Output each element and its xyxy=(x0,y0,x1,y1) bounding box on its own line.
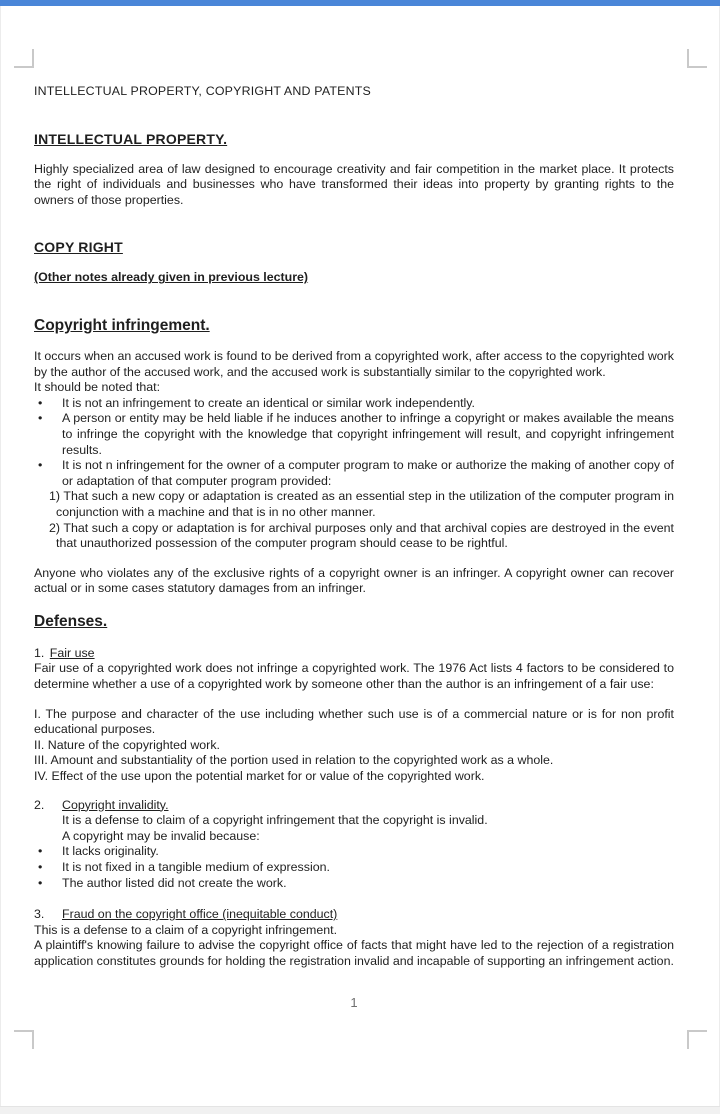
crop-mark-bottom-right xyxy=(687,1030,707,1049)
heading-defenses: Defenses. xyxy=(34,612,108,630)
crop-mark-top-left xyxy=(14,49,34,68)
defense-line-text: A copyright may be invalid because: xyxy=(62,828,260,843)
page-number: 1 xyxy=(350,994,358,1010)
list-item xyxy=(34,396,674,412)
list-item xyxy=(34,876,674,892)
defense-fair-use xyxy=(34,646,674,693)
fair-use-factors xyxy=(34,707,674,785)
document-content xyxy=(34,6,674,1010)
heading-intellectual-property: INTELLECTUAL PROPERTY. xyxy=(34,130,228,147)
defense-fraud-title-line xyxy=(34,907,674,923)
list-item-text: It is not an infringement to create an identical or similar work independently. xyxy=(62,395,476,410)
bullet-marker: • xyxy=(38,844,43,859)
factor-item: III. Amount and substantiality of the portion used in relation to the copyrighted work as a whole. xyxy=(34,753,554,768)
bullet-marker: • xyxy=(38,458,43,473)
document-title: INTELLECTUAL PROPERTY, COPYRIGHT AND PATENTS xyxy=(34,84,371,98)
defense-title: Copyright invalidity. xyxy=(62,797,169,812)
list-item-text: It is not fixed in a tangible medium of expression. xyxy=(62,860,330,874)
defense-invalidity-title-line xyxy=(34,798,674,814)
defense-fair-use-title-line xyxy=(34,646,674,662)
defense-fraud xyxy=(34,907,674,969)
sub-list-item: 2) That such a copy or adaptation is for archival purposes only and that archival copies are destroyed in the event that unauthorized possession of the computer program should cease to be rightful. xyxy=(49,520,674,551)
list-item-text: The author listed did not create the work. xyxy=(62,875,287,890)
list-item xyxy=(34,860,674,876)
defense-invalidity-line xyxy=(34,829,674,845)
bullet-marker: • xyxy=(38,395,43,410)
list-item xyxy=(34,458,674,489)
paragraph-infringement-body: It occurs when an accused work is found to be derived from a copyrighted work, after access to the copyrighted work by the author of the accused work, and the accused work is substantially similar to the copyrighted work. xyxy=(34,348,674,379)
factor-item: IV. Effect of the use upon the potential market for or value of the copyrighted work. xyxy=(34,769,485,784)
defense-title: Fair use xyxy=(49,645,95,660)
bullet-marker: • xyxy=(38,411,43,426)
defense-number: 1. xyxy=(34,645,45,660)
factor-item: II. Nature of the copyrighted work. xyxy=(34,737,220,752)
defense-invalidity-line xyxy=(34,813,674,829)
bullet-marker: • xyxy=(38,875,43,890)
defense-number: 3. xyxy=(34,907,45,922)
list-item-text: It is not n infringement for the owner of a computer program to make or authorize the making of another copy of or adaptation of that computer program provided: xyxy=(62,458,674,488)
heading-copyright: COPY RIGHT xyxy=(34,239,123,256)
list-item-text: A person or entity may be held liable if he induces another to infringe a copyright or makes available the means to infringe the copyright with the knowledge that copyright infringement will result, and copyright infringement results. xyxy=(62,411,674,457)
paragraph-infringer: Anyone who violates any of the exclusive rights of a copyright owner is an infringer. A copyright owner can recover actual or in some cases statutory damages from an infringer. xyxy=(34,565,674,596)
heading-copyright-infringement: Copyright infringement. xyxy=(34,316,210,334)
bullet-marker: • xyxy=(38,860,43,874)
bottom-bar xyxy=(0,1106,720,1114)
paragraph-infringement xyxy=(34,349,674,552)
list-item xyxy=(34,411,674,458)
list-item xyxy=(34,844,674,860)
defense-fair-use-paragraph: Fair use of a copyrighted work does not infringe a copyrighted work. The 1976 Act lists 4 factors to be considered to determine whether a use of a copyrighted work by someone other than the author is an infringement of a fair use: xyxy=(34,661,674,692)
defense-line-text: It is a defense to claim of a copyright infringement that the copyright is invalid. xyxy=(62,813,488,828)
defense-title: Fraud on the copyright office (inequitable conduct) xyxy=(62,907,338,922)
crop-mark-bottom-left xyxy=(14,1030,34,1049)
defense-copyright-invalidity xyxy=(34,798,674,892)
document-page[interactable] xyxy=(0,6,720,1106)
paragraph-infringement-lead-in: It should be noted that: xyxy=(34,380,161,395)
paragraph-intellectual-property: Highly specialized area of law designed to encourage creativity and fair competition in the market place. It protects the right of individuals and businesses who have transformed their ideas into property by granting rights to the owners of those properties. xyxy=(34,161,674,207)
note-previous-lecture: (Other notes already given in previous lecture) xyxy=(34,270,309,285)
factor-item: I. The purpose and character of the use including whether such use is of a commercial nature or is for non profit educational purposes. xyxy=(34,706,674,737)
list-item-text: It lacks originality. xyxy=(62,844,159,859)
defense-number: 2. xyxy=(34,797,45,812)
sub-list-item: 1) That such a new copy or adaptation is created as an essential step in the utilization of the computer program in conjunction with a machine and that is in no other manner. xyxy=(49,489,674,519)
crop-mark-top-right xyxy=(687,49,707,68)
defense-fraud-paragraph: A plaintiff's knowing failure to advise the copyright office of facts that might have led to the rejection of a registration application constitutes grounds for holding the registration invalid and incapable of supporting an infringement action. xyxy=(34,938,674,968)
defense-fraud-line: This is a defense to a claim of a copyright infringement. xyxy=(34,922,338,937)
